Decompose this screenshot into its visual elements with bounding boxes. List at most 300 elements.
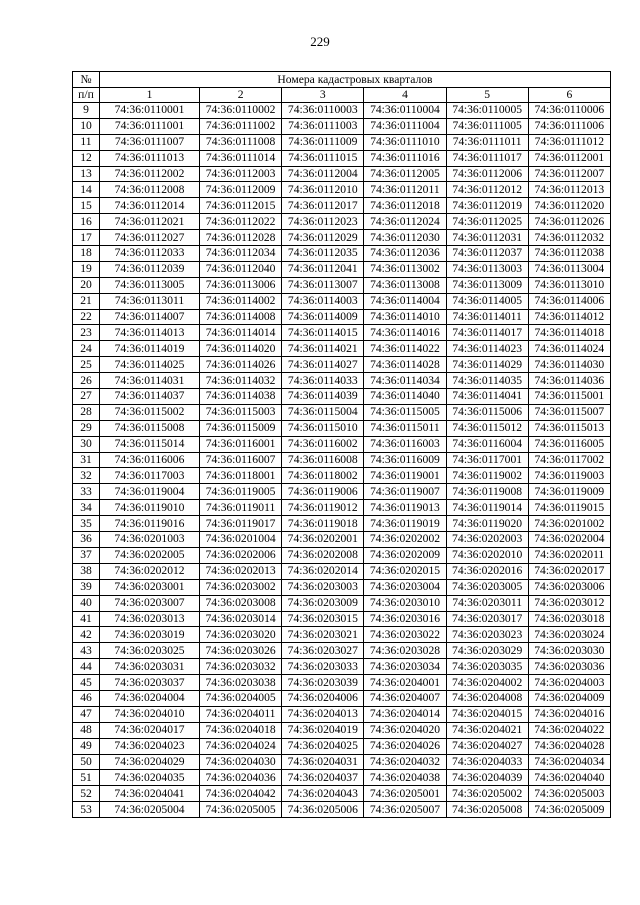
cadastral-number-cell: 74:36:0115002	[100, 404, 200, 420]
cadastral-number-cell: 74:36:0114007	[100, 309, 200, 325]
row-number: 30	[73, 436, 100, 452]
cadastral-number-cell: 74:36:0112033	[100, 246, 200, 262]
cadastral-number-cell: 74:36:0114040	[364, 389, 446, 405]
cadastral-number-cell: 74:36:0114026	[200, 357, 282, 373]
cadastral-number-cell: 74:36:0112003	[200, 166, 282, 182]
cadastral-number-cell: 74:36:0114009	[282, 309, 364, 325]
cadastral-number-cell: 74:36:0119003	[528, 468, 610, 484]
cadastral-number-cell: 74:36:0204025	[282, 738, 364, 754]
cadastral-number-cell: 74:36:0112007	[528, 166, 610, 182]
table-row	[73, 389, 611, 405]
cadastral-number-cell: 74:36:0119020	[446, 516, 528, 532]
row-number: 13	[73, 166, 100, 182]
table-row	[73, 595, 611, 611]
table-row	[73, 754, 611, 770]
table-row	[73, 500, 611, 516]
cadastral-number-cell: 74:36:0203006	[528, 579, 610, 595]
cadastral-number-cell: 74:36:0204005	[200, 690, 282, 706]
table-row	[73, 611, 611, 627]
table-row	[73, 770, 611, 786]
cadastral-number-cell: 74:36:0205009	[528, 802, 610, 818]
cadastral-number-cell: 74:36:0116006	[100, 452, 200, 468]
cadastral-number-cell: 74:36:0204023	[100, 738, 200, 754]
cadastral-quarters-table	[72, 71, 611, 818]
cadastral-number-cell: 74:36:0204036	[200, 770, 282, 786]
cadastral-number-cell: 74:36:0112034	[200, 246, 282, 262]
cadastral-number-cell: 74:36:0202002	[364, 532, 446, 548]
cadastral-number-cell: 74:36:0204030	[200, 754, 282, 770]
cadastral-number-cell: 74:36:0112032	[528, 230, 610, 246]
cadastral-number-cell: 74:36:0111009	[282, 134, 364, 150]
header-row-numbers	[73, 88, 611, 103]
cadastral-number-cell: 74:36:0119009	[528, 484, 610, 500]
table-row	[73, 468, 611, 484]
row-number: 44	[73, 659, 100, 675]
cadastral-number-cell: 74:36:0119011	[200, 500, 282, 516]
table-row	[73, 150, 611, 166]
cadastral-number-cell: 74:36:0116009	[364, 452, 446, 468]
cadastral-number-cell: 74:36:0110003	[282, 103, 364, 119]
table-row	[73, 706, 611, 722]
row-number: 10	[73, 118, 100, 134]
cadastral-number-cell: 74:36:0115007	[528, 404, 610, 420]
cadastral-number-cell: 74:36:0204003	[528, 675, 610, 691]
cadastral-number-cell: 74:36:0113003	[446, 261, 528, 277]
row-number: 11	[73, 134, 100, 150]
cadastral-number-cell: 74:36:0119006	[282, 484, 364, 500]
cadastral-number-cell: 74:36:0118002	[282, 468, 364, 484]
cadastral-number-cell: 74:36:0204001	[364, 675, 446, 691]
cadastral-number-cell: 74:36:0115011	[364, 420, 446, 436]
table-row	[73, 373, 611, 389]
row-number: 34	[73, 500, 100, 516]
cadastral-number-cell: 74:36:0112004	[282, 166, 364, 182]
cadastral-number-cell: 74:36:0115014	[100, 436, 200, 452]
table-row	[73, 659, 611, 675]
cadastral-number-cell: 74:36:0112035	[282, 246, 364, 262]
table-row	[73, 325, 611, 341]
cadastral-number-cell: 74:36:0204041	[100, 786, 200, 802]
cadastral-number-cell: 74:36:0203034	[364, 659, 446, 675]
table-row	[73, 532, 611, 548]
cadastral-number-cell: 74:36:0111010	[364, 134, 446, 150]
row-number: 36	[73, 532, 100, 548]
cadastral-number-cell: 74:36:0204042	[200, 786, 282, 802]
cadastral-number-cell: 74:36:0110001	[100, 103, 200, 119]
table-row	[73, 802, 611, 818]
table-body	[73, 72, 611, 818]
cadastral-number-cell: 74:36:0112028	[200, 230, 282, 246]
table-row	[73, 182, 611, 198]
cadastral-number-cell: 74:36:0115005	[364, 404, 446, 420]
cadastral-number-cell: 74:36:0202013	[200, 563, 282, 579]
cadastral-number-cell: 74:36:0112026	[528, 214, 610, 230]
cadastral-number-cell: 74:36:0112024	[364, 214, 446, 230]
cadastral-number-cell: 74:36:0112008	[100, 182, 200, 198]
cadastral-number-cell: 74:36:0111002	[200, 118, 282, 134]
cadastral-number-cell: 74:36:0111014	[200, 150, 282, 166]
header-row-titles	[73, 72, 611, 88]
table-row	[73, 563, 611, 579]
cadastral-number-cell: 74:36:0113004	[528, 261, 610, 277]
cadastral-number-cell: 74:36:0204040	[528, 770, 610, 786]
row-number: 19	[73, 261, 100, 277]
cadastral-number-cell: 74:36:0114004	[364, 293, 446, 309]
cadastral-number-cell: 74:36:0116002	[282, 436, 364, 452]
cadastral-number-cell: 74:36:0114030	[528, 357, 610, 373]
cadastral-number-cell: 74:36:0204022	[528, 722, 610, 738]
cadastral-number-cell: 74:36:0114018	[528, 325, 610, 341]
cadastral-number-cell: 74:36:0203010	[364, 595, 446, 611]
cadastral-number-cell: 74:36:0203024	[528, 627, 610, 643]
cadastral-number-cell: 74:36:0112006	[446, 166, 528, 182]
cadastral-number-cell: 74:36:0113008	[364, 277, 446, 293]
cadastral-number-cell: 74:36:0116004	[446, 436, 528, 452]
row-number: 35	[73, 516, 100, 532]
row-number: 53	[73, 802, 100, 818]
cadastral-number-cell: 74:36:0112018	[364, 198, 446, 214]
row-number: 33	[73, 484, 100, 500]
cadastral-number-cell: 74:36:0203017	[446, 611, 528, 627]
row-number: 14	[73, 182, 100, 198]
row-number: 32	[73, 468, 100, 484]
cadastral-number-cell: 74:36:0119002	[446, 468, 528, 484]
table-row	[73, 627, 611, 643]
cadastral-number-cell: 74:36:0112017	[282, 198, 364, 214]
cadastral-number-cell: 74:36:0202003	[446, 532, 528, 548]
header-col-2: 2	[200, 88, 282, 103]
cadastral-number-cell: 74:36:0114041	[446, 389, 528, 405]
cadastral-number-cell: 74:36:0112037	[446, 246, 528, 262]
cadastral-number-cell: 74:36:0110005	[446, 103, 528, 119]
cadastral-number-cell: 74:36:0203022	[364, 627, 446, 643]
cadastral-number-cell: 74:36:0203036	[528, 659, 610, 675]
cadastral-number-cell: 74:36:0205008	[446, 802, 528, 818]
cadastral-number-cell: 74:36:0203018	[528, 611, 610, 627]
cadastral-number-cell: 74:36:0203015	[282, 611, 364, 627]
cadastral-number-cell: 74:36:0114013	[100, 325, 200, 341]
cadastral-number-cell: 74:36:0202001	[282, 532, 364, 548]
cadastral-number-cell: 74:36:0112012	[446, 182, 528, 198]
cadastral-number-cell: 74:36:0112013	[528, 182, 610, 198]
header-col-4: 4	[364, 88, 446, 103]
cadastral-number-cell: 74:36:0112015	[200, 198, 282, 214]
cadastral-number-cell: 74:36:0113005	[100, 277, 200, 293]
cadastral-number-cell: 74:36:0117003	[100, 468, 200, 484]
cadastral-number-cell: 74:36:0116005	[528, 436, 610, 452]
cadastral-number-cell: 74:36:0114035	[446, 373, 528, 389]
cadastral-number-cell: 74:36:0115013	[528, 420, 610, 436]
cadastral-number-cell: 74:36:0112040	[200, 261, 282, 277]
cadastral-number-cell: 74:36:0204029	[100, 754, 200, 770]
cadastral-number-cell: 74:36:0115012	[446, 420, 528, 436]
cadastral-number-cell: 74:36:0204020	[364, 722, 446, 738]
cadastral-number-cell: 74:36:0114038	[200, 389, 282, 405]
cadastral-number-cell: 74:36:0112041	[282, 261, 364, 277]
cadastral-number-cell: 74:36:0204016	[528, 706, 610, 722]
row-number: 15	[73, 198, 100, 214]
cadastral-number-cell: 74:36:0112030	[364, 230, 446, 246]
cadastral-number-cell: 74:36:0113002	[364, 261, 446, 277]
row-number: 31	[73, 452, 100, 468]
table-row	[73, 134, 611, 150]
cadastral-number-cell: 74:36:0113006	[200, 277, 282, 293]
cadastral-number-cell: 74:36:0111012	[528, 134, 610, 150]
cadastral-number-cell: 74:36:0111015	[282, 150, 364, 166]
table-row	[73, 246, 611, 262]
cadastral-number-cell: 74:36:0204018	[200, 722, 282, 738]
cadastral-number-cell: 74:36:0203035	[446, 659, 528, 675]
row-number: 46	[73, 690, 100, 706]
cadastral-number-cell: 74:36:0204027	[446, 738, 528, 754]
cadastral-number-cell: 74:36:0112031	[446, 230, 528, 246]
cadastral-number-cell: 74:36:0202015	[364, 563, 446, 579]
cadastral-number-cell: 74:36:0111013	[100, 150, 200, 166]
table-row	[73, 420, 611, 436]
table-row	[73, 166, 611, 182]
table-row	[73, 675, 611, 691]
cadastral-number-cell: 74:36:0114005	[446, 293, 528, 309]
cadastral-number-cell: 74:36:0204008	[446, 690, 528, 706]
cadastral-number-cell: 74:36:0115003	[200, 404, 282, 420]
table-row	[73, 690, 611, 706]
cadastral-number-cell: 74:36:0202004	[528, 532, 610, 548]
cadastral-number-cell: 74:36:0112001	[528, 150, 610, 166]
cadastral-number-cell: 74:36:0204031	[282, 754, 364, 770]
cadastral-number-cell: 74:36:0203026	[200, 643, 282, 659]
row-number: 28	[73, 404, 100, 420]
cadastral-number-cell: 74:36:0204007	[364, 690, 446, 706]
page-number: 229	[310, 34, 330, 49]
cadastral-number-cell: 74:36:0203031	[100, 659, 200, 675]
row-number: 25	[73, 357, 100, 373]
cadastral-number-cell: 74:36:0111017	[446, 150, 528, 166]
cadastral-number-cell: 74:36:0119013	[364, 500, 446, 516]
row-number: 45	[73, 675, 100, 691]
header-col-5: 5	[446, 88, 528, 103]
cadastral-number-cell: 74:36:0204017	[100, 722, 200, 738]
cadastral-number-cell: 74:36:0114012	[528, 309, 610, 325]
table-row	[73, 547, 611, 563]
table-row	[73, 516, 611, 532]
cadastral-number-cell: 74:36:0117001	[446, 452, 528, 468]
cadastral-number-cell: 74:36:0119018	[282, 516, 364, 532]
cadastral-number-cell: 74:36:0111003	[282, 118, 364, 134]
cadastral-number-cell: 74:36:0203033	[282, 659, 364, 675]
table-row	[73, 484, 611, 500]
table-row	[73, 738, 611, 754]
cadastral-number-cell: 74:36:0204021	[446, 722, 528, 738]
cadastral-number-cell: 74:36:0119001	[364, 468, 446, 484]
cadastral-number-cell: 74:36:0112019	[446, 198, 528, 214]
header-col-3: 3	[282, 88, 364, 103]
cadastral-number-cell: 74:36:0114006	[528, 293, 610, 309]
header-num-abbrev: п/п	[73, 88, 100, 103]
cadastral-number-cell: 74:36:0116003	[364, 436, 446, 452]
cadastral-number-cell: 74:36:0204038	[364, 770, 446, 786]
cadastral-number-cell: 74:36:0114031	[100, 373, 200, 389]
cadastral-number-cell: 74:36:0115001	[528, 389, 610, 405]
cadastral-number-cell: 74:36:0205004	[100, 802, 200, 818]
cadastral-number-cell: 74:36:0114016	[364, 325, 446, 341]
cadastral-number-cell: 74:36:0203016	[364, 611, 446, 627]
cadastral-number-cell: 74:36:0112002	[100, 166, 200, 182]
cadastral-number-cell: 74:36:0204039	[446, 770, 528, 786]
cadastral-number-cell: 74:36:0203004	[364, 579, 446, 595]
cadastral-number-cell: 74:36:0202017	[528, 563, 610, 579]
table-row	[73, 277, 611, 293]
cadastral-number-cell: 74:36:0204002	[446, 675, 528, 691]
cadastral-number-cell: 74:36:0111016	[364, 150, 446, 166]
cadastral-number-cell: 74:36:0202011	[528, 547, 610, 563]
cadastral-number-cell: 74:36:0203032	[200, 659, 282, 675]
table-row	[73, 230, 611, 246]
cadastral-number-cell: 74:36:0110002	[200, 103, 282, 119]
header-col-1: 1	[100, 88, 200, 103]
row-number: 24	[73, 341, 100, 357]
cadastral-number-cell: 74:36:0204019	[282, 722, 364, 738]
cadastral-number-cell: 74:36:0115009	[200, 420, 282, 436]
row-number: 49	[73, 738, 100, 754]
cadastral-number-cell: 74:36:0113011	[100, 293, 200, 309]
cadastral-number-cell: 74:36:0114032	[200, 373, 282, 389]
row-number: 17	[73, 230, 100, 246]
row-number: 48	[73, 722, 100, 738]
cadastral-number-cell: 74:36:0112027	[100, 230, 200, 246]
cadastral-number-cell: 74:36:0201002	[528, 516, 610, 532]
row-number: 16	[73, 214, 100, 230]
row-number: 26	[73, 373, 100, 389]
table-row	[73, 293, 611, 309]
cadastral-number-cell: 74:36:0114011	[446, 309, 528, 325]
cadastral-number-cell: 74:36:0205002	[446, 786, 528, 802]
cadastral-number-cell: 74:36:0114010	[364, 309, 446, 325]
cadastral-number-cell: 74:36:0205007	[364, 802, 446, 818]
row-number: 51	[73, 770, 100, 786]
row-number: 39	[73, 579, 100, 595]
cadastral-number-cell: 74:36:0117002	[528, 452, 610, 468]
cadastral-number-cell: 74:36:0202005	[100, 547, 200, 563]
cadastral-number-cell: 74:36:0119016	[100, 516, 200, 532]
cadastral-number-cell: 74:36:0202010	[446, 547, 528, 563]
cadastral-number-cell: 74:36:0115006	[446, 404, 528, 420]
row-number: 18	[73, 246, 100, 262]
cadastral-number-cell: 74:36:0203014	[200, 611, 282, 627]
row-number: 9	[73, 103, 100, 119]
cadastral-number-cell: 74:36:0203027	[282, 643, 364, 659]
cadastral-number-cell: 74:36:0114029	[446, 357, 528, 373]
cadastral-number-cell: 74:36:0202016	[446, 563, 528, 579]
cadastral-number-cell: 74:36:0114024	[528, 341, 610, 357]
cadastral-number-cell: 74:36:0114022	[364, 341, 446, 357]
cadastral-number-cell: 74:36:0114036	[528, 373, 610, 389]
cadastral-number-cell: 74:36:0204026	[364, 738, 446, 754]
cadastral-number-cell: 74:36:0203038	[200, 675, 282, 691]
cadastral-number-cell: 74:36:0112009	[200, 182, 282, 198]
cadastral-number-cell: 74:36:0203007	[100, 595, 200, 611]
cadastral-number-cell: 74:36:0204043	[282, 786, 364, 802]
cadastral-number-cell: 74:36:0112005	[364, 166, 446, 182]
table-row	[73, 452, 611, 468]
table-row	[73, 404, 611, 420]
row-number: 22	[73, 309, 100, 325]
cadastral-number-cell: 74:36:0204010	[100, 706, 200, 722]
cadastral-number-cell: 74:36:0114002	[200, 293, 282, 309]
cadastral-number-cell: 74:36:0112022	[200, 214, 282, 230]
cadastral-number-cell: 74:36:0119015	[528, 500, 610, 516]
cadastral-number-cell: 74:36:0203011	[446, 595, 528, 611]
cadastral-number-cell: 74:36:0204035	[100, 770, 200, 786]
cadastral-number-cell: 74:36:0205003	[528, 786, 610, 802]
row-number: 47	[73, 706, 100, 722]
cadastral-number-cell: 74:36:0111001	[100, 118, 200, 134]
cadastral-number-cell: 74:36:0114034	[364, 373, 446, 389]
cadastral-number-cell: 74:36:0119014	[446, 500, 528, 516]
cadastral-number-cell: 74:36:0112014	[100, 198, 200, 214]
cadastral-number-cell: 74:36:0114008	[200, 309, 282, 325]
cadastral-number-cell: 74:36:0204006	[282, 690, 364, 706]
cadastral-number-cell: 74:36:0114017	[446, 325, 528, 341]
cadastral-number-cell: 74:36:0111011	[446, 134, 528, 150]
cadastral-number-cell: 74:36:0202012	[100, 563, 200, 579]
cadastral-number-cell: 74:36:0203021	[282, 627, 364, 643]
cadastral-number-cell: 74:36:0119004	[100, 484, 200, 500]
cadastral-number-cell: 74:36:0203039	[282, 675, 364, 691]
cadastral-number-cell: 74:36:0111006	[528, 118, 610, 134]
cadastral-number-cell: 74:36:0203008	[200, 595, 282, 611]
cadastral-number-cell: 74:36:0114037	[100, 389, 200, 405]
cadastral-number-cell: 74:36:0203028	[364, 643, 446, 659]
cadastral-number-cell: 74:36:0204033	[446, 754, 528, 770]
table-row	[73, 198, 611, 214]
cadastral-number-cell: 74:36:0202006	[200, 547, 282, 563]
cadastral-number-cell: 74:36:0119005	[200, 484, 282, 500]
cadastral-number-cell: 74:36:0114019	[100, 341, 200, 357]
cadastral-number-cell: 74:36:0114025	[100, 357, 200, 373]
cadastral-number-cell: 74:36:0119019	[364, 516, 446, 532]
cadastral-number-cell: 74:36:0204032	[364, 754, 446, 770]
cadastral-number-cell: 74:36:0116008	[282, 452, 364, 468]
cadastral-number-cell: 74:36:0201004	[200, 532, 282, 548]
cadastral-number-cell: 74:36:0203013	[100, 611, 200, 627]
cadastral-number-cell: 74:36:0201003	[100, 532, 200, 548]
cadastral-number-cell: 74:36:0119010	[100, 500, 200, 516]
cadastral-number-cell: 74:36:0113010	[528, 277, 610, 293]
cadastral-number-cell: 74:36:0202008	[282, 547, 364, 563]
cadastral-number-cell: 74:36:0112011	[364, 182, 446, 198]
row-number: 20	[73, 277, 100, 293]
cadastral-number-cell: 74:36:0204011	[200, 706, 282, 722]
cadastral-number-cell: 74:36:0111008	[200, 134, 282, 150]
cadastral-number-cell: 74:36:0203037	[100, 675, 200, 691]
cadastral-number-cell: 74:36:0115008	[100, 420, 200, 436]
cadastral-number-cell: 74:36:0115010	[282, 420, 364, 436]
cadastral-number-cell: 74:36:0204037	[282, 770, 364, 786]
cadastral-number-cell: 74:36:0116001	[200, 436, 282, 452]
row-number: 23	[73, 325, 100, 341]
table-row	[73, 643, 611, 659]
cadastral-number-cell: 74:36:0202014	[282, 563, 364, 579]
cadastral-number-cell: 74:36:0112036	[364, 246, 446, 262]
cadastral-number-cell: 74:36:0112021	[100, 214, 200, 230]
cadastral-number-cell: 74:36:0110004	[364, 103, 446, 119]
cadastral-number-cell: 74:36:0203019	[100, 627, 200, 643]
cadastral-number-cell: 74:36:0203029	[446, 643, 528, 659]
cadastral-number-cell: 74:36:0114028	[364, 357, 446, 373]
cadastral-number-cell: 74:36:0113009	[446, 277, 528, 293]
cadastral-number-cell: 74:36:0114033	[282, 373, 364, 389]
cadastral-number-cell: 74:36:0112010	[282, 182, 364, 198]
